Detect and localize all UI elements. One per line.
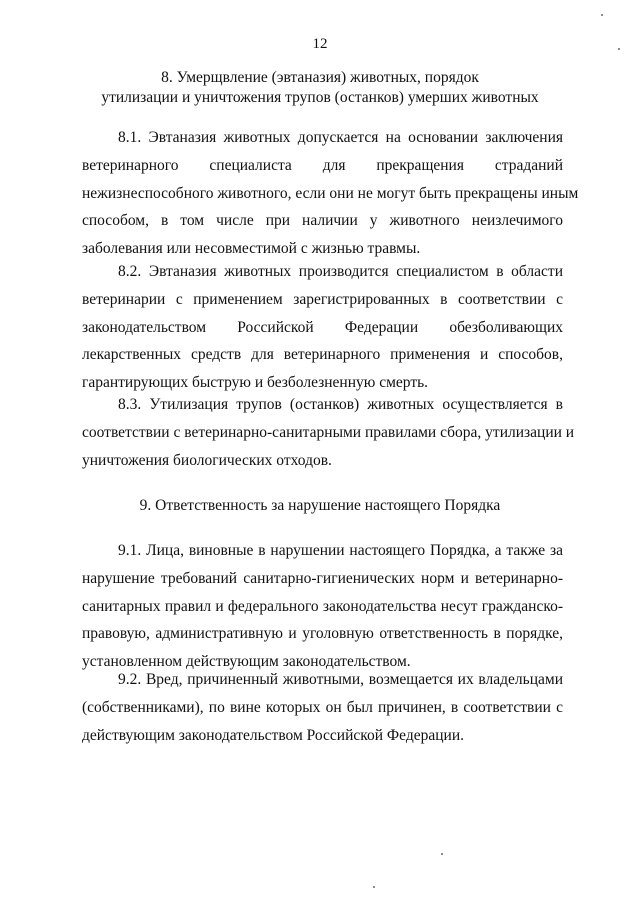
text-line: способом, в том числе при наличии у животного неизлечимого — [82, 212, 563, 230]
text-line: ветеринарного специалиста для прекращения страданий — [82, 156, 563, 174]
text-line: 9.1. Лица, виновные в нарушении настоящего Порядка, а также за — [118, 542, 563, 559]
scan-speck — [618, 48, 620, 50]
text-line: 8.1. Эвтаназия животных допускается на основании заключения — [118, 129, 563, 146]
section-9-title-line: 9. Ответственность за нарушение настоящего Порядка — [139, 497, 501, 514]
scan-speck — [601, 14, 603, 16]
scan-speck — [441, 853, 443, 855]
text-line: нежизнеспособного животного, если они не могут быть прекращены иным — [82, 184, 579, 202]
text-line: правовую, административную и уголовную ответственность в порядке, — [82, 625, 563, 643]
text-line: заболевания или несовместимой с жизнью травмы. — [82, 240, 421, 258]
text-line: соответствии с ветеринарно-санитарными правилами сбора, утилизации и — [82, 423, 575, 441]
text-line: гарантирующих быструю и безболезненную смерть. — [82, 374, 429, 392]
paragraph-8-1 — [82, 124, 579, 263]
page-number: 12 — [312, 36, 328, 52]
text-line: ветеринарии с применением зарегистрированных в соответствии с — [82, 290, 563, 308]
section-8-title-line: 8. Умерщвление (эвтаназия) животных, порядок — [161, 69, 479, 86]
text-line: 8.3. Утилизация трупов (останков) животных осуществляется в — [118, 396, 563, 413]
text-line: законодательством Российской Федерации обезболивающих — [82, 318, 563, 336]
text-line: уничтожения биологических отходов. — [82, 451, 332, 469]
text-line: нарушение требований санитарно-гигиенических норм и ветеринарно- — [82, 569, 563, 587]
section-8-title-line: утилизации и уничтожения трупов (останков) умерших животных — [101, 89, 539, 106]
paragraph-9-2 — [82, 666, 563, 749]
section-9-title — [0, 496, 640, 516]
text-line: 8.2. Эвтаназия животных производится специалистом в области — [118, 263, 563, 280]
text-line: 9.2. Вред, причиненный животными, возмещается их владельцами — [118, 671, 563, 688]
paragraph-8-2 — [82, 258, 563, 397]
text-line: установленном действующим законодательством. — [82, 653, 411, 671]
paragraph-8-3 — [82, 391, 575, 474]
text-line: (собственниками), по вине которых он был причинен, в соответствии с — [82, 698, 563, 716]
paragraph-9-1 — [82, 537, 563, 676]
text-line: санитарных правил и федерального законодательства несут гражданско- — [82, 597, 563, 615]
text-line: действующим законодательством Российской Федерации. — [82, 726, 465, 744]
scan-speck — [373, 886, 375, 888]
section-8-title — [0, 68, 640, 108]
text-line: лекарственных средств для ветеринарного применения и способов, — [82, 346, 563, 364]
